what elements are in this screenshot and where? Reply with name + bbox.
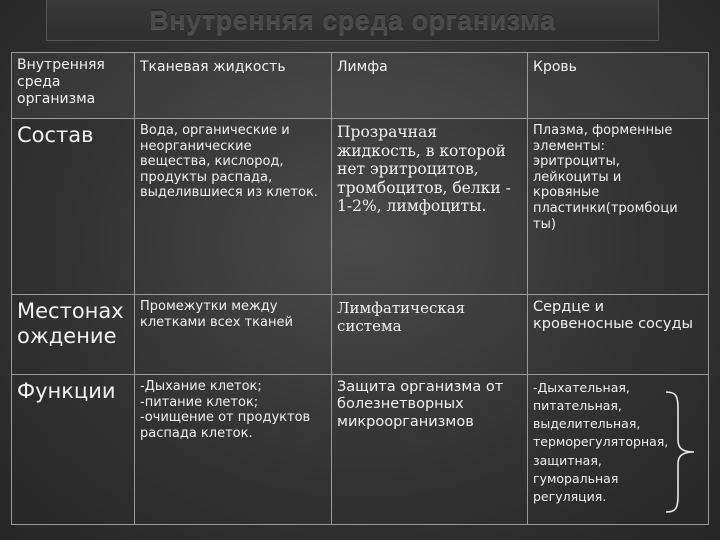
cell-line: -очищение от продуктов bbox=[140, 410, 311, 426]
header-cell-lymph: Лимфа bbox=[332, 53, 528, 119]
cell-line: кровяные bbox=[533, 185, 600, 201]
cell-line: Промежутки между bbox=[140, 299, 278, 314]
cell-line: болезнетворных bbox=[337, 396, 464, 413]
functions-list bbox=[533, 379, 668, 506]
cell-line: клетками всех тканей bbox=[140, 314, 293, 330]
header-cell-blood: Кровь bbox=[528, 53, 709, 119]
curly-brace-icon bbox=[662, 388, 702, 516]
header-line: Внутренняя bbox=[17, 57, 105, 73]
cell-line: Защита организма от bbox=[337, 379, 504, 395]
cell-line: неорганические bbox=[140, 138, 252, 154]
table-row-composition bbox=[12, 119, 709, 295]
page-title: Внутренняя среда организма bbox=[149, 4, 556, 35]
label-line: ождение bbox=[17, 324, 117, 349]
cell-line: гуморальная bbox=[533, 470, 619, 486]
cell-blood-composition bbox=[528, 119, 709, 295]
row-label-location bbox=[12, 295, 135, 375]
cell-line: нет эритроцитов, bbox=[337, 160, 479, 179]
cell-line: -Дыхание клеток; bbox=[140, 379, 262, 394]
cell-line: эритроциты, bbox=[533, 154, 620, 170]
cell-line: вещества, кислород, bbox=[140, 154, 284, 170]
cell-line: -Дыхательная, bbox=[533, 380, 630, 395]
cell-line: тромбоцитов, белки - bbox=[337, 178, 511, 197]
table-row-functions bbox=[12, 375, 709, 525]
cell-tissue-composition bbox=[135, 119, 332, 295]
cell-line: элементы: bbox=[533, 138, 605, 154]
header-line: среда bbox=[17, 73, 61, 90]
cell-line: кровеносные сосуды bbox=[533, 316, 693, 333]
header-cell-tissue-fluid: Тканевая жидкость bbox=[135, 53, 332, 119]
cell-lymph-location bbox=[332, 295, 528, 375]
cell-line: Лимфатическая bbox=[337, 299, 466, 317]
cell-line: Сердце и bbox=[533, 299, 605, 315]
row-label-functions: Функции bbox=[12, 375, 135, 525]
cell-blood-location bbox=[528, 295, 709, 375]
label-line: Местонах bbox=[17, 299, 124, 323]
cell-line: регуляция. bbox=[533, 488, 607, 504]
cell-line: Плазма, форменные bbox=[533, 123, 673, 138]
cell-line: Вода, органические и bbox=[140, 123, 290, 138]
cell-line: продукты распада, bbox=[140, 169, 273, 185]
cell-line: питательная, bbox=[533, 398, 622, 414]
table-row-location bbox=[12, 295, 709, 375]
comparison-table bbox=[11, 52, 709, 525]
cell-line: Прозрачная bbox=[337, 123, 437, 141]
cell-line: жидкость, в которой bbox=[337, 141, 506, 160]
title-banner bbox=[46, 0, 659, 41]
cell-line: выделительная, bbox=[533, 416, 641, 432]
cell-line: -питание клеток; bbox=[140, 394, 259, 410]
cell-line: система bbox=[337, 317, 402, 335]
cell-line: пластинки(тромбоци bbox=[533, 200, 678, 216]
row-label-composition: Состав bbox=[12, 119, 135, 295]
header-cell-environment bbox=[12, 53, 135, 119]
cell-line: защитная, bbox=[533, 452, 602, 468]
cell-line: ты) bbox=[533, 216, 556, 232]
cell-line: распада клеток. bbox=[140, 425, 253, 441]
cell-tissue-location bbox=[135, 295, 332, 375]
header-line: организма bbox=[17, 90, 96, 107]
cell-tissue-functions bbox=[135, 375, 332, 525]
cell-line: выделившиеся из клеток. bbox=[140, 185, 318, 201]
cell-lymph-composition bbox=[332, 119, 528, 295]
header-row bbox=[12, 53, 709, 119]
cell-lymph-functions bbox=[332, 375, 528, 525]
cell-line: 1-2%, лимфоциты. bbox=[337, 197, 487, 216]
cell-line: микроорганизмов bbox=[337, 413, 474, 430]
cell-line: терморегуляторная, bbox=[533, 434, 669, 450]
cell-line: лейкоциты и bbox=[533, 169, 622, 185]
